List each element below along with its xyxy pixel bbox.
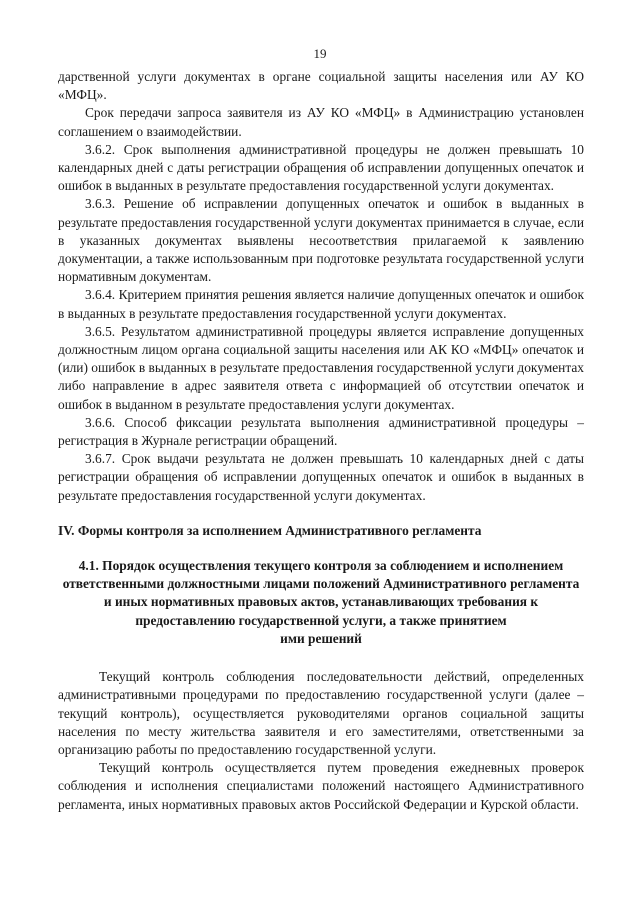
document-body (58, 68, 584, 814)
paragraph: 3.6.7. Срок выдачи результата не должен превышать 10 календарных дней с даты регистрации обращения об исправлении допущенных опечаток и ошибок в выданных в результате предоставления государственной услуги документах. (58, 451, 584, 503)
paragraph: Срок передачи запроса заявителя из АУ КО «МФЦ» в Администрацию установлен соглашением о взаимодействии. (58, 105, 584, 139)
paragraph: 3.6.6. Способ фиксации результата выполнения административной процедуры – регистрация в Журнале регистрации обращений. (58, 414, 584, 449)
page-number: 19 (313, 46, 327, 61)
paragraph: 3.6.5. Результатом административной процедуры является исправление допущенных должностным лицом органа социальной защиты населения или АК КО «МФЦ» опечаток и (или) ошибок в выданных в результате предоставления государственной услуги документах либо направление в адрес заявителя ответа с информацией об отсутствии опечаток и ошибок в выданном в результате предоставления услуги документах. (58, 323, 584, 412)
paragraph: 3.6.2. Срок выполнения административной процедуры не должен превышать 10 календарных дней с даты регистрации обращения об исправлении допущенных опечаток и ошибок в выданных в результате предоставления государственной услуги документах. (58, 141, 584, 194)
paragraph: Текущий контроль осуществляется путем проведения ежедневных проверок соблюдения и исполнения специалистами положений настоящего Административного регламента, иных нормативных правовых актов Российской Федерации и Курской области. (58, 760, 584, 812)
paragraph: Текущий контроль соблюдения последовательности действий, определенных административными процедурами по предоставлению государственной услуги (далее – текущий контроль), осуществляется руководителями органов социальной защиты населения по месту жительства заявителя и его заместителями, ответственными за организацию работы по предоставлению государственной услуги. (58, 669, 584, 757)
section-heading: IV. Формы контроля за исполнением Административного регламента (58, 522, 482, 538)
paragraph: 3.6.4. Критерием принятия решения является наличие допущенных опечаток и ошибок в выданных в результате предоставления государственной услуги документах. (58, 287, 584, 321)
subsection-heading-text: 4.1. Порядок осуществления текущего контроля за соблюдением и исполнением ответственными должностными лицами положений Административного регламента и иных нормативных правовых актов, устанавливающих требования к предоставлению государственной услуги, а также принятием (62, 558, 580, 628)
subsection-heading-text: ими решений (280, 630, 362, 646)
paragraph: дарственной услуги документах в органе социальной защиты населения или АУ КО «МФЦ». (58, 69, 584, 103)
paragraph: 3.6.3. Решение об исправлении допущенных опечаток и ошибок в выданных в результате предоставления государственной услуги документах принимается в случае, если в указанных документах выявлены несоответствия прилагаемой к заявлению документации, а также использованным при подготовке результата государственной услуги нормативным документам. (58, 196, 584, 285)
subsection-heading (58, 557, 584, 648)
